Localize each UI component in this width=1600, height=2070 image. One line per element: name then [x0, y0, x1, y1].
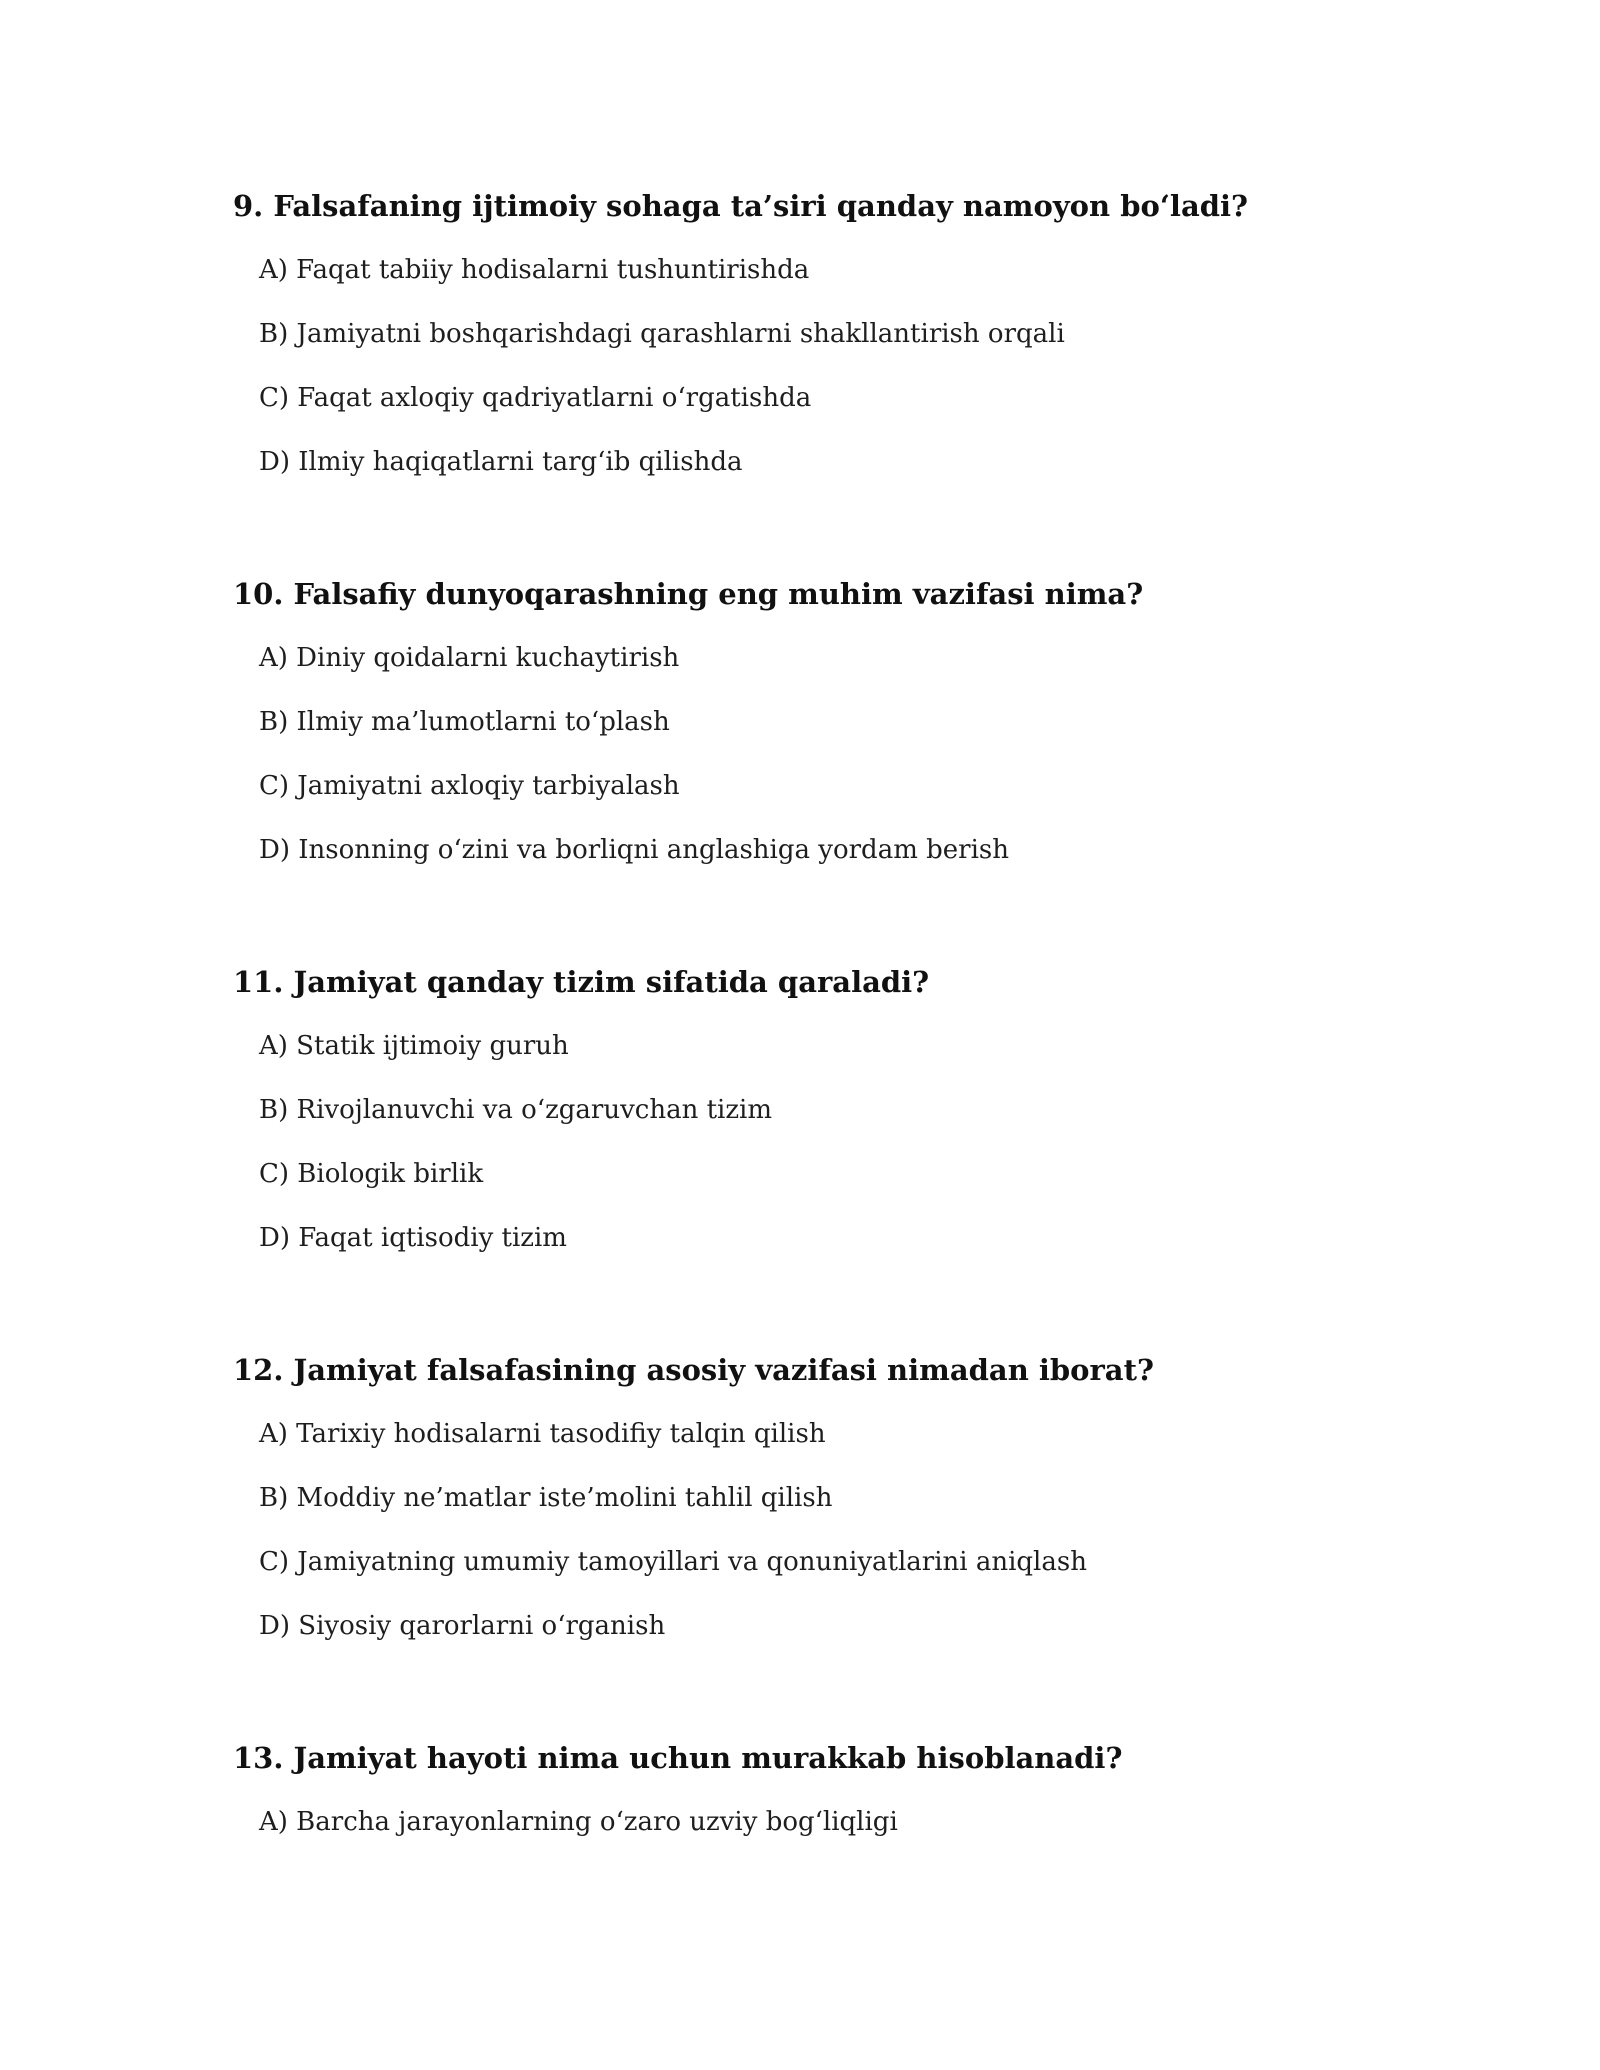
answer-option-d: D) Faqat iqtisodiy tizim	[259, 1223, 567, 1253]
answer-option-b: B) Ilmiy ma’lumotlarni to‘plash	[259, 707, 670, 737]
answer-option-b: B) Moddiy ne’matlar iste’molini tahlil qilish	[259, 1483, 833, 1513]
answer-option-a: A) Statik ijtimoiy guruh	[259, 1031, 569, 1061]
answer-options	[259, 254, 1065, 510]
question-title: 10. Falsafiy dunyoqarashning eng muhim vazifasi nima?	[233, 577, 1144, 611]
answer-option-a: A) Faqat tabiiy hodisalarni tushuntirishda	[259, 255, 810, 285]
answer-option-a: A) Diniy qoidalarni kuchaytirish	[259, 643, 680, 673]
answer-option-c: C) Faqat axloqiy qadriyatlarni o‘rgatishda	[259, 383, 812, 413]
answer-option-d: D) Siyosiy qarorlarni o‘rganish	[259, 1611, 666, 1641]
answer-option-c: C) Jamiyatning umumiy tamoyillari va qonuniyatlarini aniqlash	[259, 1547, 1087, 1577]
question-title: 12. Jamiyat falsafasining asosiy vazifasi nimadan iborat?	[233, 1353, 1154, 1387]
answer-option-c: C) Jamiyatni axloqiy tarbiyalash	[259, 771, 680, 801]
answer-option-b: B) Jamiyatni boshqarishdagi qarashlarni shakllantirish orqali	[259, 319, 1065, 349]
answer-option-a: A) Tarixiy hodisalarni tasodifiy talqin qilish	[259, 1419, 826, 1449]
answer-option-c: C) Biologik birlik	[259, 1159, 484, 1189]
answer-option-a: A) Barcha jarayonlarning o‘zaro uzviy bog‘liqligi	[259, 1807, 898, 1837]
answer-options	[259, 642, 1009, 898]
question-title: 9. Falsafaning ijtimoiy sohaga ta’siri qanday namoyon bo‘ladi?	[233, 189, 1249, 223]
question-title: 11. Jamiyat qanday tizim sifatida qaraladi?	[233, 965, 930, 999]
answer-options	[259, 1418, 1087, 1674]
question-title: 13. Jamiyat hayoti nima uchun murakkab hisoblanadi?	[233, 1741, 1123, 1775]
answer-option-d: D) Insonning o‘zini va borliqni anglashiga yordam berish	[259, 835, 1009, 865]
answer-options	[259, 1806, 898, 1870]
answer-option-d: D) Ilmiy haqiqatlarni targ‘ib qilishda	[259, 447, 743, 477]
answer-option-b: B) Rivojlanuvchi va o‘zgaruvchan tizim	[259, 1095, 773, 1125]
answer-options	[259, 1030, 772, 1286]
